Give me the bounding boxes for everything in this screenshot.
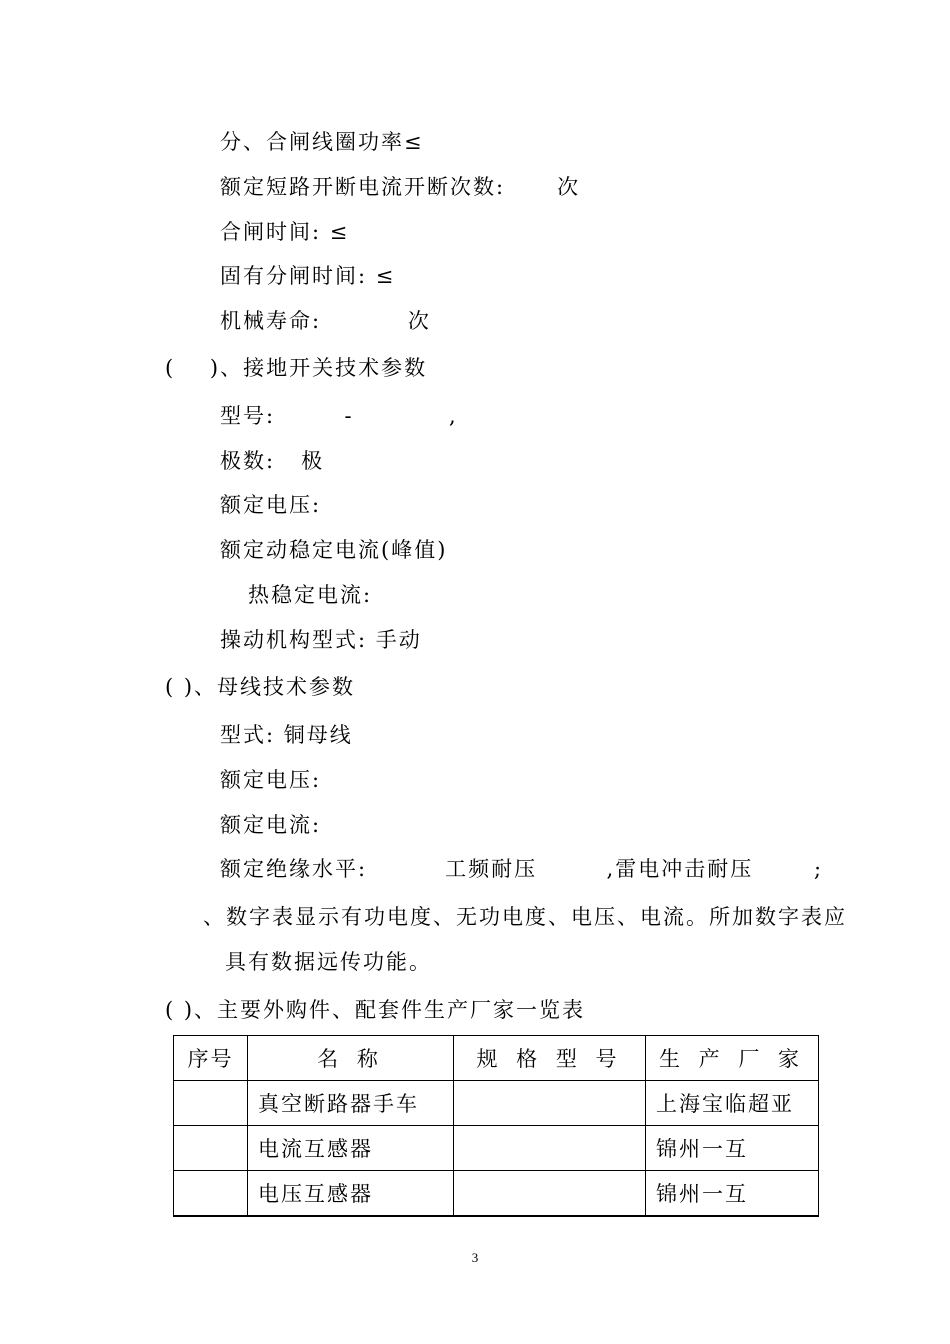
table-header-row xyxy=(174,1036,819,1081)
cell-name: 电流互感器 xyxy=(248,1126,454,1171)
table-row xyxy=(174,1081,819,1126)
section-busbar: ( )、母线技术参数 xyxy=(165,675,356,699)
digital-meter-note-cont: 具有数据远传功能。 xyxy=(225,950,432,974)
section-suppliers: ( )、主要外购件、配套件生产厂家一览表 xyxy=(165,998,586,1022)
cell-index xyxy=(174,1126,248,1171)
earthing-thermal-current: 热稳定电流: xyxy=(248,583,373,607)
header-name: 名 称 xyxy=(248,1036,454,1081)
cell-manufacturer: 锦州一互 xyxy=(646,1126,819,1171)
cell-spec xyxy=(454,1126,646,1171)
earthing-rated-voltage: 额定电压: xyxy=(220,493,322,517)
busbar-rated-voltage: 额定电压: xyxy=(220,768,322,792)
cell-name: 真空断路器手车 xyxy=(248,1081,454,1126)
busbar-insulation-level: 额定绝缘水平: 工频耐压 ,雷电冲击耐压 ; xyxy=(220,857,824,881)
opening-time: 固有分闸时间: ≤ xyxy=(220,264,396,288)
cell-manufacturer: 锦州一互 xyxy=(646,1171,819,1217)
cell-index xyxy=(174,1081,248,1126)
header-manufacturer: 生 产 厂 家 xyxy=(646,1036,819,1081)
busbar-rated-current: 额定电流: xyxy=(220,813,322,837)
section-earthing-switch: ( )、接地开关技术参数 xyxy=(165,356,428,380)
digital-meter-note: 、数字表显示有功电度、无功电度、电压、电流。所加数字表应 xyxy=(203,905,847,929)
cell-index xyxy=(174,1171,248,1217)
mechanical-life: 机械寿命: 次 xyxy=(220,309,431,333)
closing-coil-power: 分、合闸线圈功率≤ xyxy=(220,130,424,154)
cell-spec xyxy=(454,1171,646,1217)
table-row xyxy=(174,1126,819,1171)
earthing-poles: 极数: 极 xyxy=(220,449,325,473)
earthing-peak-current: 额定动稳定电流(峰值) xyxy=(220,538,448,562)
short-circuit-breaking-count: 额定短路开断电流开断次数: 次 xyxy=(220,175,581,199)
supplier-table xyxy=(173,1035,819,1217)
header-index: 序号 xyxy=(174,1036,248,1081)
header-spec: 规 格 型 号 xyxy=(454,1036,646,1081)
cell-manufacturer: 上海宝临超亚 xyxy=(646,1081,819,1126)
table-row xyxy=(174,1171,819,1217)
cell-spec xyxy=(454,1081,646,1126)
busbar-type: 型式: 铜母线 xyxy=(220,723,353,747)
cell-name: 电压互感器 xyxy=(248,1171,454,1217)
page-number: 3 xyxy=(471,1250,479,1265)
closing-time: 合闸时间: ≤ xyxy=(220,220,350,244)
earthing-mechanism: 操动机构型式: 手动 xyxy=(220,628,422,652)
earthing-model: 型号: - , xyxy=(220,404,458,428)
